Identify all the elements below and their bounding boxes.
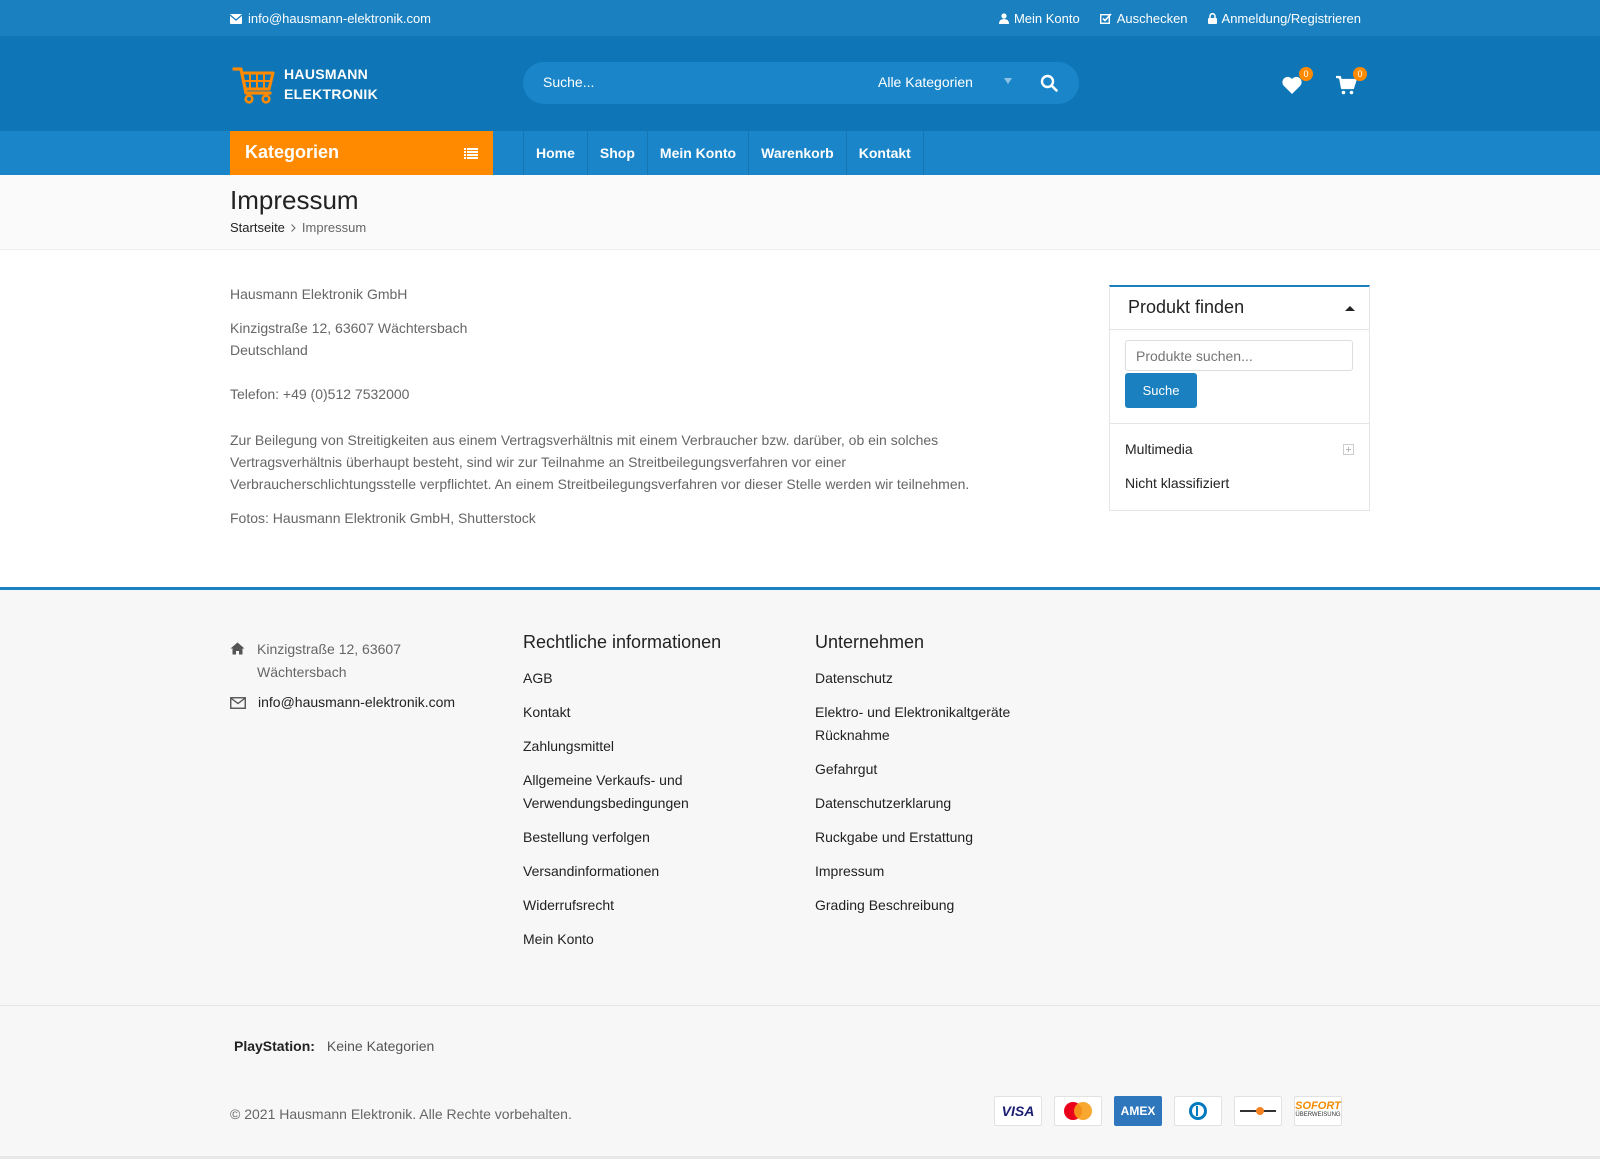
mastercard-icon-mark (1062, 1101, 1094, 1121)
footer-link-shipping[interactable]: Versandinformationen (523, 863, 660, 879)
page-header (0, 175, 1600, 250)
footer (0, 587, 1600, 1159)
sofort-icon-text: SOFORT (1295, 1100, 1341, 1112)
product-finder-title: Produkt finden (1128, 297, 1245, 317)
footer-contact (230, 638, 480, 714)
site-logo[interactable] (232, 63, 378, 105)
breadcrumb-home-link[interactable]: Startseite (230, 220, 285, 235)
footer-link-agb[interactable]: AGB (523, 670, 553, 686)
main-nav (0, 131, 1600, 175)
category-label[interactable]: Multimedia (1125, 441, 1193, 457)
topbar-login-link[interactable] (1208, 11, 1361, 26)
header-search-bar (523, 62, 1079, 104)
photo-credits: Fotos: Hausmann Elektronik GmbH, Shutterstock (230, 510, 536, 526)
cart-count-badge: 0 (1353, 67, 1367, 81)
collapse-caret-icon[interactable] (1345, 306, 1355, 311)
company-street: Kinzigstraße 12, 63607 Wächtersbach (230, 320, 468, 336)
search-icon[interactable] (1040, 74, 1058, 92)
sofort-icon-subtext: ÜBERWEISUNG (1295, 1112, 1341, 1118)
sofort-icon (1294, 1096, 1342, 1126)
copyright: © 2021 Hausmann Elektronik. Alle Rechte vorbehalten. (230, 1106, 572, 1122)
expand-plus-icon[interactable] (1343, 444, 1354, 455)
company-address (230, 317, 1030, 361)
footer-legal-title: Rechtliche informationen (523, 632, 722, 652)
breadcrumb (230, 220, 366, 235)
product-finder-widget (1109, 285, 1370, 511)
product-finder-header[interactable] (1110, 287, 1369, 330)
home-icon (230, 642, 245, 655)
logo-line-1: HAUSMANN (284, 66, 369, 82)
footer-link-privacy[interactable]: Datenschutz (815, 670, 893, 686)
wishlist-count-badge: 0 (1299, 67, 1313, 81)
company-name: Hausmann Elektronik GmbH (230, 286, 408, 302)
checkbox-icon (1100, 13, 1112, 24)
footer-divider (0, 1005, 1600, 1006)
list-icon (464, 148, 478, 159)
footer-address-text: Kinzigstraße 12, 63607 Wächtersbach (257, 641, 401, 680)
footer-email[interactable] (230, 691, 480, 714)
dispute-text: Zur Beilegung von Streitigkeiten aus einem Vertragsverhältnis mit einem Verbraucher bzw. darüber, ob ein solches Vertragsverhältnis überhaupt besteht, sind wir zur Teilnahme an Streitbeilegungsverfahren vor einer Verbraucherschlichtungsstelle verpflichtet. An einem Streitbeilegungsverfahren vor dieser Stelle werden wir teilnehmen. (230, 432, 970, 492)
category-item-uncategorized[interactable] (1125, 466, 1354, 500)
product-search-button[interactable]: Suche (1125, 373, 1197, 408)
topbar-account-label[interactable]: Mein Konto (1013, 11, 1080, 26)
visa-icon (994, 1096, 1042, 1126)
nav-item-account[interactable]: Mein Konto (648, 131, 749, 175)
footer-email-text[interactable]: info@hausmann-elektronik.com (258, 694, 456, 710)
category-list (1110, 424, 1369, 510)
logo-line-2: ELEKTRONIK (284, 86, 378, 102)
footer-link-weee[interactable]: Elektro- und Elektronikaltgeräte Rücknahme (815, 704, 1011, 743)
chevron-down-icon[interactable] (1004, 78, 1012, 84)
product-search-input[interactable] (1125, 340, 1353, 371)
wishlist-button[interactable] (1281, 69, 1309, 97)
footer-address (230, 638, 480, 684)
nav-item-contact[interactable]: Kontakt (847, 131, 924, 175)
category-select[interactable]: Alle Kategorien (878, 74, 973, 90)
footer-link-track-order[interactable]: Bestellung verfolgen (523, 829, 650, 845)
footer-company-column (815, 632, 1065, 928)
company-phone: Telefon: +49 (0)512 7532000 (230, 386, 410, 402)
footer-link-imprint[interactable]: Impressum (815, 863, 885, 879)
topbar-account-link[interactable] (999, 11, 1080, 26)
breadcrumb-current: Impressum (301, 220, 367, 235)
topbar-checkout-label[interactable]: Auschecken (1116, 11, 1188, 26)
playstation-value: Keine Kategorien (326, 1038, 435, 1054)
header-icons (1281, 69, 1363, 97)
nav-item-shop[interactable]: Shop (588, 131, 648, 175)
topbar-email-text[interactable]: info@hausmann-elektronik.com (248, 11, 432, 26)
logo-text[interactable] (284, 64, 378, 104)
mastercard-icon (1054, 1096, 1102, 1126)
topbar-checkout-link[interactable] (1100, 11, 1188, 26)
footer-link-privacy-policy[interactable]: Datenschutzerklarung (815, 795, 952, 811)
cart-button[interactable] (1335, 69, 1363, 97)
amex-icon-text: AMEX (1120, 1104, 1156, 1118)
footer-legal-column (523, 632, 773, 962)
footer-link-withdrawal[interactable]: Widerrufsrecht (523, 897, 615, 913)
footer-link-returns[interactable]: Ruckgabe und Erstattung (815, 829, 973, 845)
header-search-input[interactable]: Suche... (543, 74, 595, 90)
topbar-email[interactable] (230, 11, 431, 26)
company-country: Deutschland (230, 342, 308, 358)
categories-button[interactable] (230, 131, 493, 175)
envelope-icon (230, 697, 246, 709)
header (0, 37, 1600, 131)
nav-menu (523, 131, 924, 175)
shopping-cart-logo-icon (232, 63, 276, 105)
amex-icon (1114, 1096, 1162, 1126)
visa-icon-text: VISA (1001, 1103, 1035, 1119)
discover-icon-mark (1240, 1106, 1276, 1116)
categories-label: Kategorien (245, 142, 340, 162)
top-bar (0, 0, 1600, 37)
playstation-label: PlayStation: (234, 1038, 315, 1054)
diners-icon-mark (1185, 1101, 1211, 1121)
footer-link-grading[interactable]: Grading Beschreibung (815, 897, 955, 913)
nav-item-home[interactable]: Home (523, 131, 588, 175)
category-item-multimedia[interactable] (1125, 432, 1354, 466)
nav-item-cart[interactable]: Warenkorb (749, 131, 847, 175)
category-label[interactable]: Nicht klassifiziert (1125, 475, 1230, 491)
footer-link-payment[interactable]: Zahlungsmittel (523, 738, 615, 754)
chevron-right-icon (291, 224, 296, 232)
lock-icon (1208, 13, 1217, 24)
footer-link-dangerous-goods[interactable]: Gefahrgut (815, 761, 878, 777)
topbar-links (999, 11, 1361, 26)
main-content (230, 283, 1030, 541)
footer-link-terms[interactable]: Allgemeine Verkaufs- und Verwendungsbedingungen (523, 772, 689, 811)
footer-link-account[interactable]: Mein Konto (523, 931, 594, 947)
envelope-icon (230, 14, 242, 24)
discover-icon (1234, 1096, 1282, 1126)
diners-icon (1174, 1096, 1222, 1126)
footer-company-title: Unternehmen (815, 632, 925, 652)
payment-methods (994, 1096, 1342, 1126)
footer-link-contact[interactable]: Kontakt (523, 704, 571, 720)
product-search-form (1110, 330, 1369, 424)
topbar-login-label[interactable]: Anmeldung/Registrieren (1221, 11, 1361, 26)
user-icon (999, 13, 1009, 24)
playstation-row (234, 1038, 434, 1054)
page-title: Impressum (230, 185, 359, 215)
